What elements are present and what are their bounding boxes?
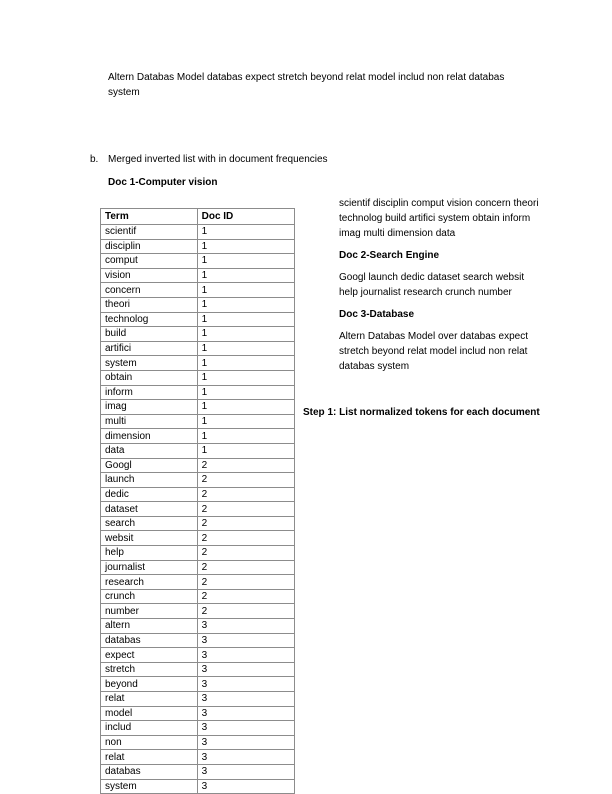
docid-cell: 1 (197, 268, 294, 283)
table-row (101, 546, 295, 561)
table-row (101, 414, 295, 429)
table-row (101, 487, 295, 502)
docid-cell: 3 (197, 648, 294, 663)
docid-cell: 2 (197, 589, 294, 604)
docid-cell: 1 (197, 297, 294, 312)
table-row (101, 327, 295, 342)
table-row (101, 254, 295, 269)
term-cell: relat (101, 750, 198, 765)
term-cell: imag (101, 400, 198, 415)
table-row (101, 560, 295, 575)
doc3-text: Altern Databas Model over databas expect stretch beyond relat model includ non relat databas system (339, 331, 528, 372)
table-row (101, 721, 295, 736)
docid-cell: 2 (197, 473, 294, 488)
docid-cell: 2 (197, 575, 294, 590)
table-row (101, 443, 295, 458)
docid-cell: 2 (197, 604, 294, 619)
step1-heading: Step 1: List normalized tokens for each document (303, 407, 540, 418)
docid-cell: 2 (197, 458, 294, 473)
table-row (101, 706, 295, 721)
term-cell: scientif (101, 225, 198, 240)
term-cell: relat (101, 692, 198, 707)
right-column (339, 196, 539, 381)
term-cell: number (101, 604, 198, 619)
doc1-text: scientif disciplin comput vision concern theori technolog build artifici system obtain inform imag multi dimension data (339, 198, 539, 239)
docid-cell: 3 (197, 619, 294, 634)
term-cell: stretch (101, 662, 198, 677)
table-row (101, 692, 295, 707)
table-row (101, 531, 295, 546)
table-row (101, 239, 295, 254)
docid-cell: 3 (197, 633, 294, 648)
section-b-title: Merged inverted list with in document frequencies (108, 154, 328, 165)
docid-cell: 3 (197, 764, 294, 779)
term-cell: databas (101, 764, 198, 779)
docid-cell: 3 (197, 735, 294, 750)
term-cell: data (101, 443, 198, 458)
term-cell: dataset (101, 502, 198, 517)
docid-cell: 2 (197, 502, 294, 517)
term-cell: research (101, 575, 198, 590)
table-row (101, 370, 295, 385)
table-row (101, 750, 295, 765)
table-row (101, 502, 295, 517)
docid-cell: 3 (197, 677, 294, 692)
table-row (101, 429, 295, 444)
docid-cell: 2 (197, 516, 294, 531)
docid-cell: 2 (197, 487, 294, 502)
table-row (101, 312, 295, 327)
table-row (101, 458, 295, 473)
docid-cell: 1 (197, 385, 294, 400)
doc1-heading: Doc 1-Computer vision (108, 177, 218, 188)
docid-cell: 3 (197, 692, 294, 707)
term-cell: multi (101, 414, 198, 429)
term-cell: help (101, 546, 198, 561)
term-cell: system (101, 779, 198, 794)
inverted-list-table (100, 208, 295, 794)
term-cell: artifici (101, 341, 198, 356)
table-row (101, 385, 295, 400)
term-cell: launch (101, 473, 198, 488)
table-body (101, 225, 295, 794)
docid-cell: 3 (197, 662, 294, 677)
section-b-heading (90, 152, 328, 167)
term-cell: beyond (101, 677, 198, 692)
doc2-text: Googl launch dedic dataset search websit help journalist research crunch number (339, 272, 525, 298)
term-cell: obtain (101, 370, 198, 385)
doc3-heading: Doc 3-Database (339, 309, 415, 320)
docid-cell: 1 (197, 239, 294, 254)
table-row (101, 648, 295, 663)
list-marker: b. (90, 154, 99, 165)
term-cell: journalist (101, 560, 198, 575)
term-cell: inform (101, 385, 198, 400)
term-cell: search (101, 516, 198, 531)
docid-cell: 1 (197, 283, 294, 298)
doc2-heading: Doc 2-Search Engine (339, 250, 440, 261)
table-row (101, 662, 295, 677)
docid-cell: 1 (197, 225, 294, 240)
term-cell: expect (101, 648, 198, 663)
docid-cell: 1 (197, 370, 294, 385)
table-row (101, 283, 295, 298)
table-row (101, 633, 295, 648)
term-cell: build (101, 327, 198, 342)
term-cell: Googl (101, 458, 198, 473)
intro-paragraph: Altern Databas Model databas expect stretch beyond relat model includ non relat databas system (108, 72, 505, 98)
table-row (101, 341, 295, 356)
table-row (101, 677, 295, 692)
table-row (101, 268, 295, 283)
term-cell: concern (101, 283, 198, 298)
term-cell: theori (101, 297, 198, 312)
docid-cell: 1 (197, 356, 294, 371)
table-row (101, 297, 295, 312)
docid-cell: 1 (197, 429, 294, 444)
table-row (101, 604, 295, 619)
docid-cell: 1 (197, 400, 294, 415)
term-cell: crunch (101, 589, 198, 604)
table-row (101, 516, 295, 531)
term-cell: model (101, 706, 198, 721)
term-cell: websit (101, 531, 198, 546)
table-row (101, 225, 295, 240)
term-cell: vision (101, 268, 198, 283)
docid-cell: 3 (197, 721, 294, 736)
table-row (101, 779, 295, 794)
term-column-header: Term (101, 209, 198, 225)
docid-cell: 1 (197, 327, 294, 342)
docid-cell: 1 (197, 443, 294, 458)
term-cell: dimension (101, 429, 198, 444)
table-row (101, 473, 295, 488)
table-row (101, 589, 295, 604)
table-row (101, 735, 295, 750)
docid-cell: 3 (197, 750, 294, 765)
table-row (101, 400, 295, 415)
table-row (101, 575, 295, 590)
term-cell: includ (101, 721, 198, 736)
docid-cell: 2 (197, 560, 294, 575)
docid-cell: 3 (197, 779, 294, 794)
docid-cell: 3 (197, 706, 294, 721)
docid-column-header: Doc ID (197, 209, 294, 225)
term-cell: altern (101, 619, 198, 634)
docid-cell: 1 (197, 414, 294, 429)
term-cell: dedic (101, 487, 198, 502)
term-cell: non (101, 735, 198, 750)
term-cell: disciplin (101, 239, 198, 254)
docid-cell: 1 (197, 312, 294, 327)
term-cell: comput (101, 254, 198, 269)
table-row (101, 764, 295, 779)
table-row (101, 356, 295, 371)
docid-cell: 2 (197, 546, 294, 561)
term-cell: technolog (101, 312, 198, 327)
table-row (101, 619, 295, 634)
table-header-row (101, 209, 295, 225)
docid-cell: 1 (197, 341, 294, 356)
term-cell: system (101, 356, 198, 371)
docid-cell: 1 (197, 254, 294, 269)
docid-cell: 2 (197, 531, 294, 546)
term-cell: databas (101, 633, 198, 648)
